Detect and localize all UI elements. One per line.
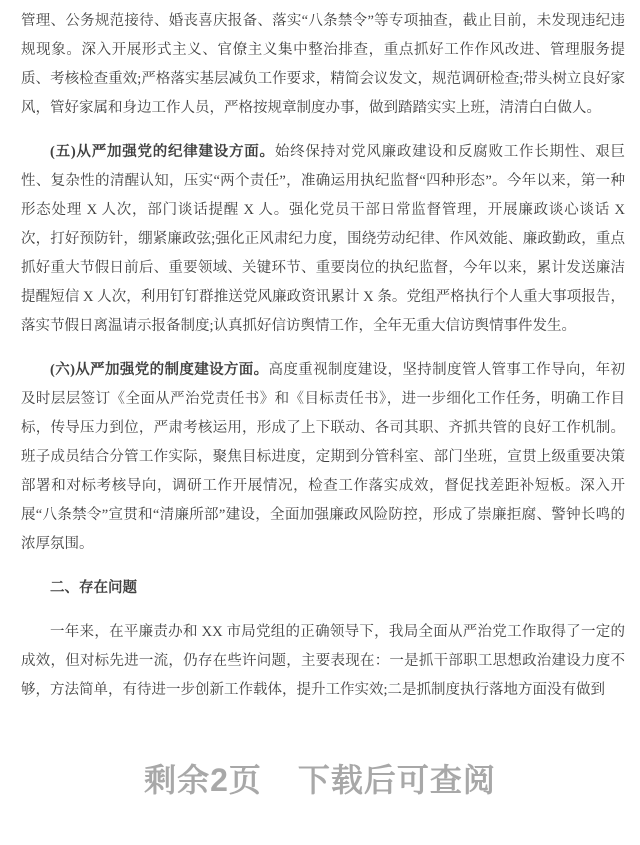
section-6-lead-bold: (六)从严加强党的制度建设方面。	[50, 362, 269, 378]
section-5-lead-bold: (五)从严加强党的纪律建设方面。	[50, 144, 275, 160]
paragraph-text: 一年来，在平廉责办和 XX 市局党组的正确领导下，我局全面从严治党工作取得了一定的成效，但对标先进一流，仍存在些许问题，主要表现在：一是抓干部职工思想政治建设力度不够，方法简单，有待进一步创新工作载体，提升工作实效;二是抓制度执行落地方面没有做到	[21, 624, 625, 698]
paragraph-text: 高度重视制度建设，坚持制度管人管事工作导向，年初及时层层签订《全面从严治党责任书》和《目标责任书》，进一步细化工作任务，明确工作目标，传导压力到位，严肃考核运用，形成了上下联动、各司其职、齐抓共管的良好工作机制。班子成员结合分管工作实际，聚焦目标进度，定期到分管科室、部门坐班，宣贯上级重要决策部署和对标考核导向，调研工作开展情况，检查工作落实成效，督促找差距补短板。深入开展“八条禁令”宣贯和“清廉所部”建设，全面加强廉政风险防控，形成了崇廉拒腐、警钟长鸣的浓厚氛围。	[21, 362, 626, 552]
paragraph-section-6	[21, 356, 625, 559]
section-heading-problems: 二、存在问题	[50, 580, 137, 596]
paragraph-continuation	[21, 7, 625, 123]
paragraph-section-5	[21, 138, 625, 341]
pages-remaining-banner	[0, 760, 640, 800]
download-hint-text: 下载后可查阅	[297, 762, 496, 798]
paragraph-problems	[21, 618, 625, 705]
paragraph-text: 始终保持对党风廉政建设和反腐败工作长期性、艰巨性、复杂性的清醒认知，压实“两个责任”，准确运用执纪监督“四种形态”。今年以来，第一种形态处理 X 人次，部门谈话提醒 X 人。强化党员干部日常监督管理，开展廉政谈心谈话 X 次，打好预防针，绷紧廉政弦;强化正风肃纪力度，围绕劳动纪律、作风效能、廉政勤政，重点抓好重大节假日前后、重要领域、关键环节、重要岗位的执纪监督，今年以来，累计发送廉洁提醒短信 X 人次，利用钉钉群推送党风廉政资讯累计 X 条。党组严格执行个人重大事项报告，落实节假日离温请示报备制度;认真抓好信访舆情工作，全年无重大信访舆情事件发生。	[21, 144, 626, 334]
paragraph-text: 管理、公务规范接待、婚丧喜庆报备、落实“八条禁令”等专项抽查，截止目前，未发现违纪违规现象。深入开展形式主义、官僚主义集中整治排查，重点抓好工作作风改进、管理服务提质、考核检查重效;严格落实基层减负工作要求，精简会议发文，规范调研检查;带头树立良好家风，管好家属和身边工作人员，严格按规章制度办事，做到踏踏实实上班，清清白白做人。	[21, 13, 625, 116]
pages-remaining-text: 剩余2页	[144, 762, 262, 798]
